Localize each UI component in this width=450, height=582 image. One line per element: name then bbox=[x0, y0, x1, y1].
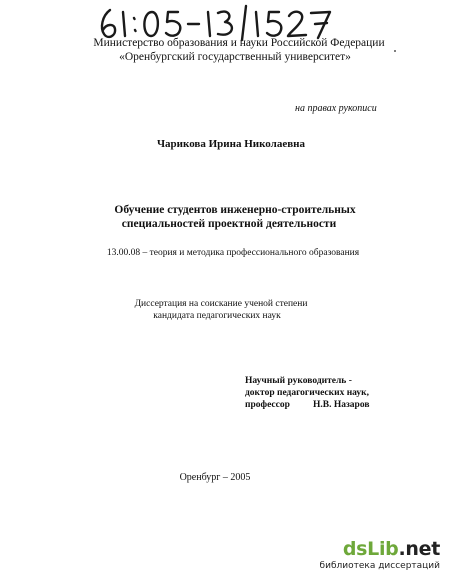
degree-statement-line-2: кандидата педагогических наук bbox=[153, 311, 281, 321]
watermark-subtitle: библиотека диссертаций bbox=[319, 561, 440, 571]
advisor-degree: доктор педагогических наук, bbox=[245, 388, 370, 398]
watermark-brand-part1: dsLib bbox=[342, 538, 399, 560]
specialty-code: 13.00.08 – теория и методика профессионального образования bbox=[106, 248, 360, 258]
watermark-brand-part2: .net bbox=[398, 538, 440, 560]
advisor-heading: Научный руководитель - bbox=[245, 376, 352, 386]
scan-speck bbox=[394, 50, 396, 52]
manuscript-rights-note: на правах рукописи bbox=[295, 103, 377, 114]
city-and-year: Оренбург – 2005 bbox=[179, 472, 251, 483]
advisor-title-and-name bbox=[245, 400, 370, 411]
author-name: Чарикова Ирина Николаевна bbox=[156, 138, 305, 150]
thesis-title-line-2: специальностей проектной деятельности bbox=[121, 218, 337, 230]
advisor-name: Н.В. Назаров bbox=[313, 400, 370, 410]
ministry-name: Министерство образования и науки Российской Федерации bbox=[93, 37, 385, 49]
university-name: «Оренбургский государственный университет» bbox=[119, 51, 351, 63]
thesis-title-line-1: Обучение студентов инженерно-строительных bbox=[114, 204, 356, 216]
advisor-academic-title: профессор bbox=[245, 400, 290, 410]
dslib-watermark bbox=[298, 538, 440, 576]
watermark-logo bbox=[343, 538, 440, 560]
degree-statement-line-1: Диссертация на соискание ученой степени bbox=[134, 299, 308, 309]
